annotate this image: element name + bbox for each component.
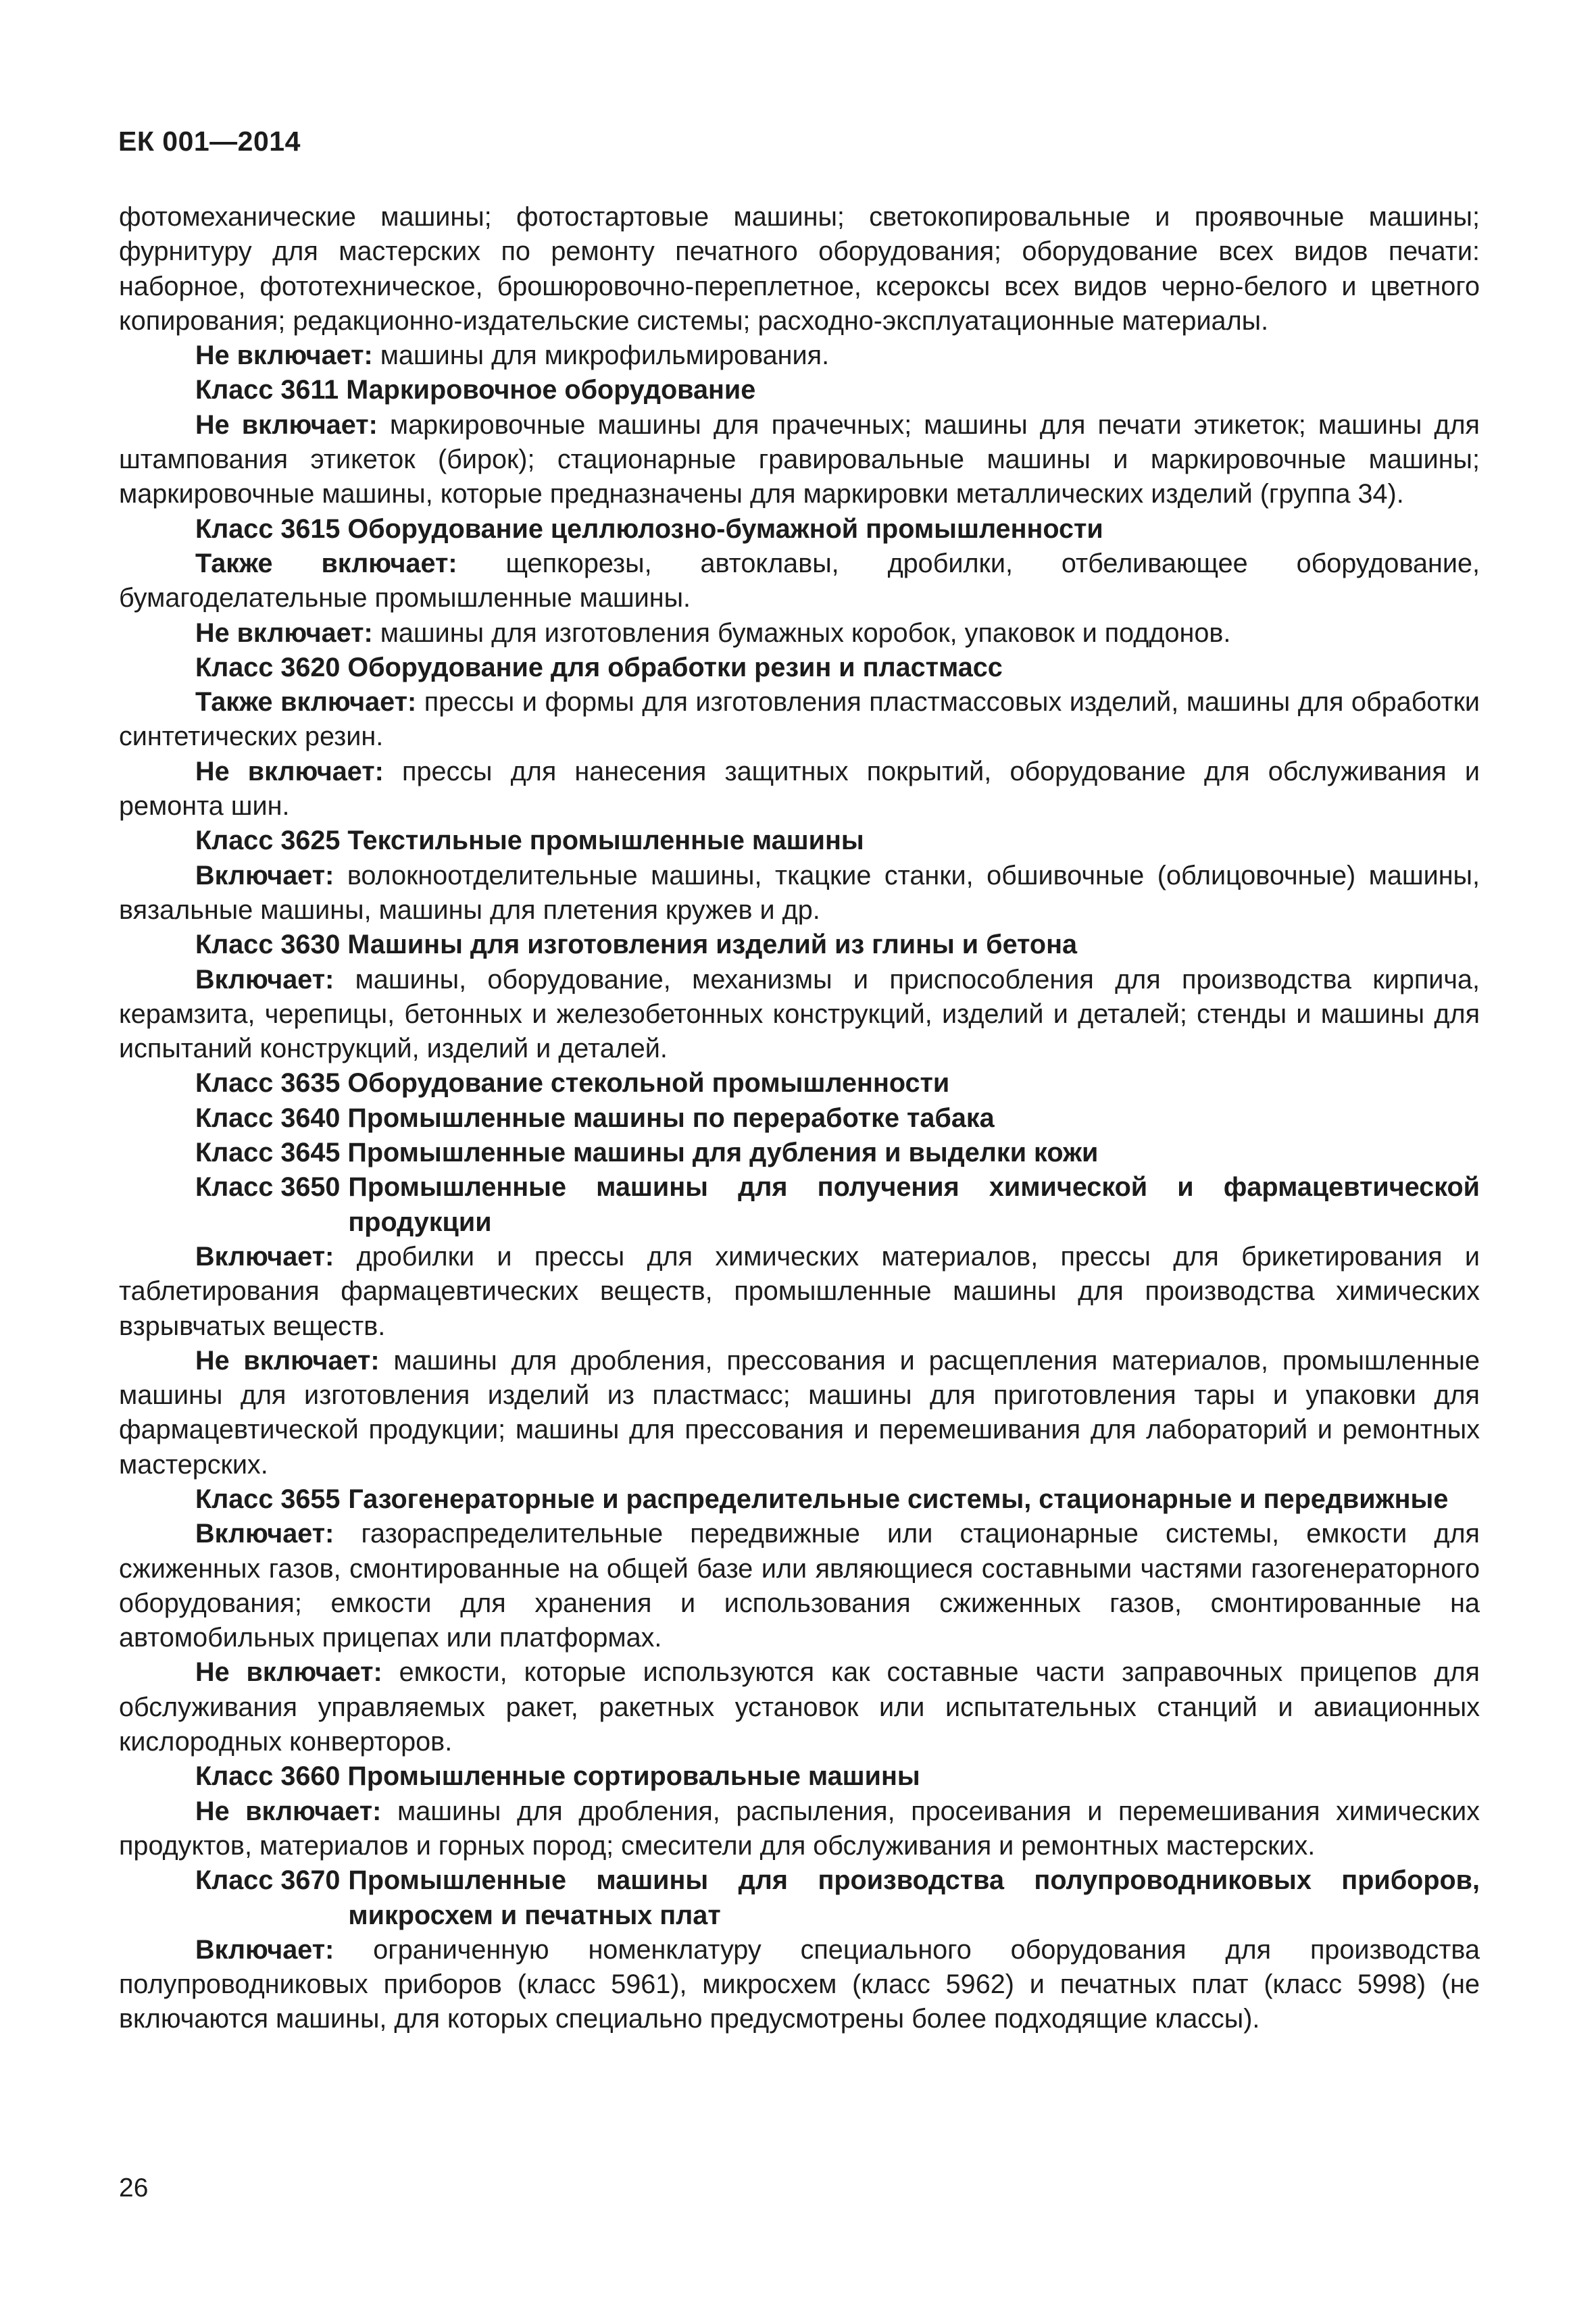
class-number: Класс 3645 [195,1138,341,1168]
note-label: Включает: [195,1934,334,1965]
class-note-paragraph [119,616,1480,651]
class-note-paragraph [119,1655,1480,1759]
class-title: Оборудование стекольной промышленности [347,1068,950,1099]
class-title: Оборудование для обработки резин и пластмасс [347,652,1003,682]
class-note-paragraph [119,859,1480,928]
note-text: волокноотделительные машины, ткацкие станки, обшивочные (облицовочные) машины, вязальные машины, машины для плетения кружев и др. [119,860,1480,925]
class-number: Класс 3625 [195,826,341,856]
note-label: Не включает: [195,1657,382,1688]
note-text: машины для изготовления бумажных коробок, упаковок и поддонов. [372,618,1231,648]
class-heading [119,651,1480,685]
class-note-paragraph [119,338,1480,373]
class-heading [119,512,1480,547]
class-number: Класс 3670 [195,1865,341,1896]
class-number: Класс 3650 [195,1172,341,1203]
note-label: Не включает: [195,756,384,786]
class-heading [119,824,1480,858]
note-text: ограниченную номенклатуру специального оборудования для производства полупроводниковых приборов (класс 5961), микросхем (класс 5962) и печатных плат (класс 5998) (не включаются машины, для которых специально предусмотрены более подходящие классы). [119,1934,1480,2034]
note-text: газораспределительные передвижные или стационарные системы, емкости для сжиженных газов, смонтированные на общей базе или являющиеся составными частями газогенераторного оборудования; емкости для хранения и использования сжиженных газов, смонтированные на автомобильных прицепах или платформах. [119,1519,1480,1653]
class-title: Оборудование целлюлозно-бумажной промышленности [347,513,1103,544]
note-text: машины для дробления, прессования и расщепления материалов, промышленные машины для изготовления изделий из пластмасс; машины для приготовления тары и упаковки для фармацевтической продукции; машины для прессования и перемешивания для лабораторий и ремонтных мастерских. [119,1345,1480,1480]
class-number: Класс 3660 [195,1761,341,1792]
class-title: Машины для изготовления изделий из глины и бетона [347,930,1078,960]
class-number: Класс 3620 [195,652,341,682]
class-title: Маркировочное оборудование [346,375,756,405]
class-heading [119,1863,1480,1933]
note-text: щепкорезы, автоклавы, дробилки, отбеливающее оборудование, бумагоделательные промышленные машины. [119,548,1480,613]
note-label: Включает: [195,1241,334,1272]
class-heading [119,1101,1480,1136]
class-note-paragraph [119,1517,1480,1655]
note-text: дробилки и прессы для химических материалов, прессы для брикетирования и таблетирования фармацевтических веществ, промышленные машины для производства химических взрывчатых веществ. [119,1241,1480,1341]
note-label: Включает: [195,1519,334,1549]
note-label: Не включает: [195,618,373,648]
note-label: Включает: [195,860,334,890]
note-text: емкости, которые используются как составные части заправочных прицепов для обслуживания управляемых ракет, ракетных установок или испытательных станций и авиационных кислородных конверторов. [119,1657,1480,1757]
note-label: Не включает: [195,409,378,440]
class-title: Текстильные промышленные машины [347,826,864,856]
note-text: машины, оборудование, механизмы и приспособления для производства кирпича, керамзита, черепицы, бетонных и железобетонных конструкций, изделий и деталей; стенды и машины для испытаний конструкций, изделий и деталей. [119,964,1480,1064]
standard-code-header: ЕК 001—2014 [118,126,301,157]
class-title: Промышленные машины для получения химической и фармацевтической продукции [348,1172,1480,1237]
class-number: Класс 3655 [195,1484,341,1514]
class-number: Класс 3630 [195,930,341,960]
note-text: маркировочные машины для прачечных; машины для печати этикеток; машины для штампования этикеток (бирок); стационарные гравировальные машины и маркировочные машины; маркировочные машины, которые предназначены для маркировки металлических изделий (группа 34). [119,409,1480,509]
class-note-paragraph [119,1240,1480,1344]
class-title: Промышленные машины для производства полупроводниковых приборов, микросхем и печатных плат [348,1865,1480,1930]
note-label: Также включает: [195,548,457,578]
class-number: Класс 3615 [195,513,341,544]
page-number: 26 [119,2173,149,2203]
class-heading [119,928,1480,962]
class-note-paragraph [119,408,1480,512]
class-number: Класс 3635 [195,1068,341,1099]
note-label: Также включает: [195,687,417,718]
class-note-paragraph [119,1344,1480,1482]
class-title: Промышленные машины по переработке табака [347,1103,995,1133]
class-heading [119,1482,1480,1517]
note-text: машины для дробления, распыления, просеивания и перемешивания химических продуктов, материалов и горных пород; смесители для обслуживания и ремонтных мастерских. [119,1796,1480,1861]
class-heading [119,1759,1480,1794]
note-text: машины для микрофильмирования. [372,341,830,371]
class-note-paragraph [119,547,1480,616]
class-title: Промышленные сортировальные машины [347,1761,920,1792]
class-heading [119,1170,1480,1240]
document-body [119,200,1480,2037]
class-note-paragraph [119,1794,1480,1864]
class-title: Газогенераторные и распределительные системы, стационарные и передвижные [348,1484,1449,1514]
note-label: Не включает: [195,1345,380,1376]
class-note-paragraph [119,1933,1480,2037]
class-number: Класс 3640 [195,1103,341,1133]
note-label: Включает: [195,964,334,995]
class-heading [119,1136,1480,1170]
class-number: Класс 3611 [195,375,339,405]
class-note-paragraph [119,963,1480,1067]
intro-paragraph: фотомеханические машины; фотостартовые машины; светокопировальные и проявочные машины; фурнитуру для мастерских по ремонту печатного оборудования; оборудование всех видов печати: наборное, фототехническое, брошюровочно-переплетное, ксероксы всех видов черно-белого и цветного копирования; редакционно-издательские системы; расходно-эксплуатационные материалы. [119,202,1480,336]
class-heading [119,1066,1480,1101]
class-title: Промышленные машины для дубления и выделки кожи [347,1138,1099,1168]
class-heading [119,373,1480,407]
class-note-paragraph [119,685,1480,755]
note-label: Не включает: [195,341,373,371]
note-text: прессы и формы для изготовления пластмассовых изделий, машины для обработки синтетических резин. [119,687,1480,752]
note-label: Не включает: [195,1796,382,1826]
note-text: прессы для нанесения защитных покрытий, оборудование для обслуживания и ремонта шин. [119,756,1480,822]
class-note-paragraph [119,755,1480,824]
